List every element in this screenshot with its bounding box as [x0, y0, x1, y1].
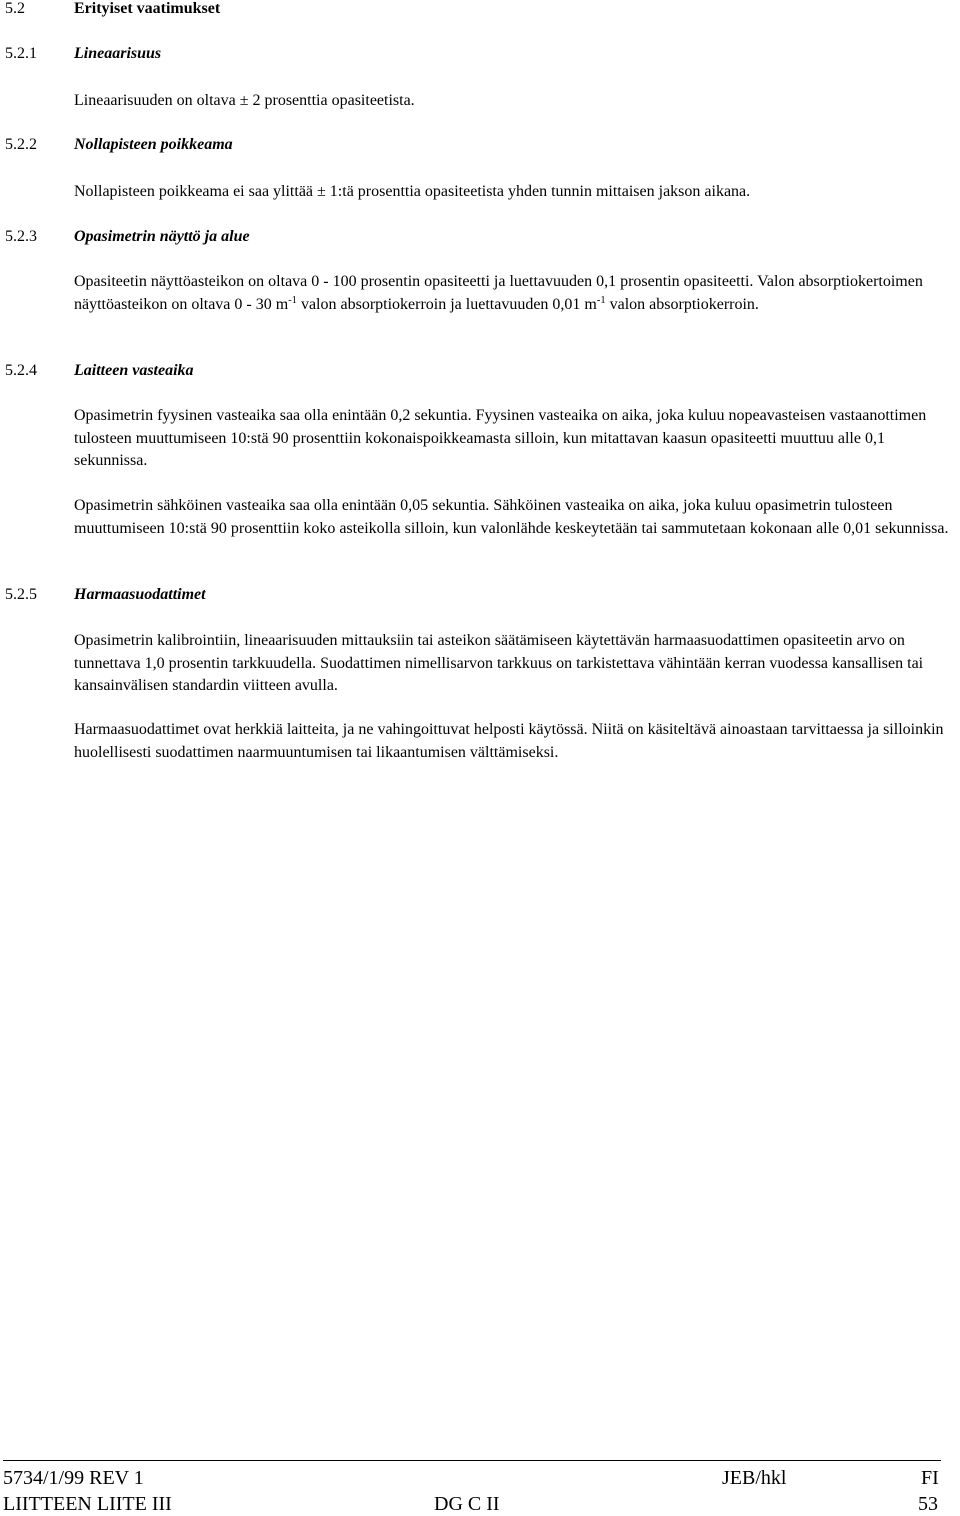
- section-number-5-2-1: 5.2.1: [5, 45, 37, 62]
- superscript-exponent: -1: [288, 294, 297, 306]
- footer-language: FI: [921, 1467, 939, 1489]
- footer-author-code: JEB/hkl: [722, 1467, 787, 1489]
- superscript-exponent: -1: [596, 294, 606, 306]
- paragraph-zero-drift: Nollapisteen poikkeama ei saa ylittää ± 1:tä prosenttia opasiteetista yhden tunnin mittaisen jakson aikana.: [74, 183, 751, 200]
- display-range-text-b: valon absorptiokerroin ja luettavuuden 0,01 m: [296, 295, 597, 313]
- section-heading-5-2-4: Laitteen vasteaika: [74, 362, 194, 379]
- display-range-text-c: valon absorptiokerroin.: [605, 295, 759, 313]
- footer-document-reference: 5734/1/99 REV 1: [3, 1467, 144, 1489]
- section-heading-5-2-1: Lineaarisuus: [74, 45, 162, 62]
- section-number-5-2-5: 5.2.5: [5, 586, 37, 603]
- section-heading-5-2-2: Nollapisteen poikkeama: [74, 136, 233, 153]
- paragraph-electrical-response: Opasimetrin sähköinen vasteaika saa olla enintään 0,05 sekuntia. Sähköinen vasteaika on aika, joka kuluu opasimetrin tulosteen muuttumiseen 10:stä 90 prosenttiin koko asteikolla silloin, kun valonlähde keskeytetään tai sammutetaan kokonaan alle 0,01 sekunnissa.: [74, 497, 949, 537]
- section-number-5-2-3: 5.2.3: [5, 228, 37, 245]
- section-heading-5-2-3: Opasimetrin näyttö ja alue: [74, 228, 250, 245]
- paragraph-linearity: Lineaarisuuden on oltava ± 2 prosenttia opasiteetista.: [74, 92, 415, 109]
- footer-directorate: DG C II: [434, 1493, 500, 1515]
- paragraph-display-range: [74, 271, 958, 316]
- paragraph-filter-calibration: Opasimetrin kalibrointiin, lineaarisuuden mittauksiin tai asteikon säätämiseen käytettävän harmaasuodattimen opasiteetin arvo on tunnettava 1,0 prosentin tarkkuudella. Suodattimen nimellisarvon tarkkuus on tarkistettava vähintään kerran vuodessa kansallisen tai kansainvälisen standardin viitteen avulla.: [74, 632, 924, 694]
- footer-page-number: 53: [918, 1493, 938, 1515]
- section-number-5-2-2: 5.2.2: [5, 136, 37, 153]
- section-heading-5-2-5: Harmaasuodattimet: [74, 586, 206, 603]
- section-heading-5-2: Erityiset vaatimukset: [74, 0, 221, 17]
- footer-divider: [3, 1460, 941, 1461]
- paragraph-physical-response: Opasimetrin fyysinen vasteaika saa olla enintään 0,2 sekuntia. Fyysinen vasteaika on aika, joka kuluu nopeavasteisen vastaanottimen tulosteen muuttumiseen 10:stä 90 prosenttiin kokonaispoikkeamasta silloin, kun mitattavan kaasun opasiteetti muuttuu alle 0,1 sekunnissa.: [74, 407, 927, 469]
- footer-annex: LIITTEEN LIITE III: [3, 1493, 172, 1515]
- section-number-5-2-4: 5.2.4: [5, 362, 37, 379]
- paragraph-filter-handling: Harmaasuodattimet ovat herkkiä laitteita, ja ne vahingoittuvat helposti käytössä. Niitä on käsiteltävä ainoastaan tarvittaessa ja silloinkin huolellisesti suodattimen naarmuuntumisen tai likaantumisen välttämiseksi.: [74, 721, 944, 761]
- section-number-5-2: 5.2: [5, 0, 25, 17]
- display-range-text-a: Opasiteetin näyttöasteikon on oltava 0 - 100 prosentin opasiteetti ja luettavuuden 0,1 prosentin opasiteetti. Valon absorptiokertoimen näyttöasteikon on oltava 0 - 30 m: [74, 273, 923, 313]
